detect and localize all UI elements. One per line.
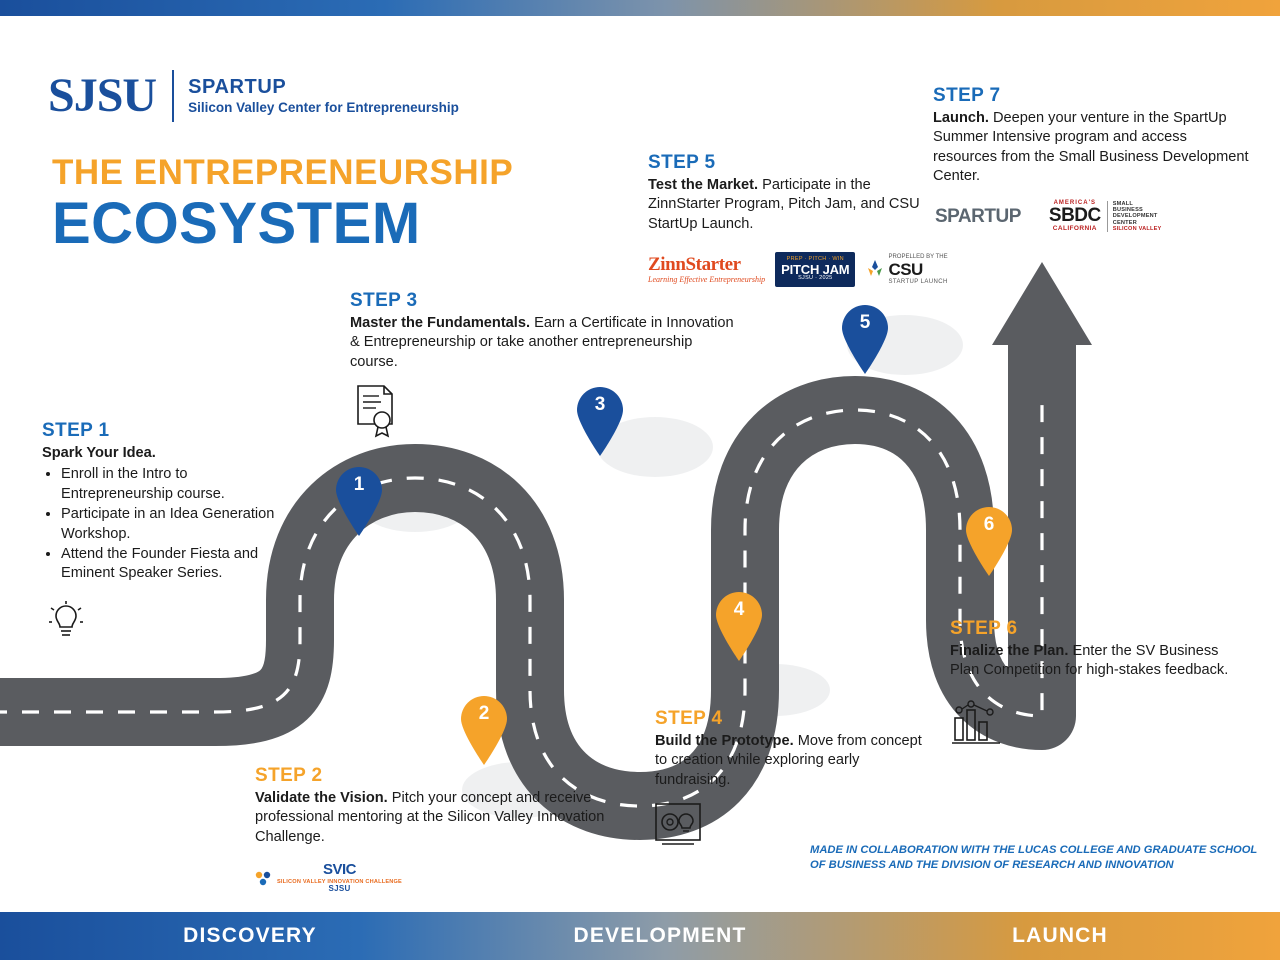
step-3-lead: Master the Fundamentals. <box>350 315 531 331</box>
phase-launch: LAUNCH <box>1012 924 1108 947</box>
lightbulb-icon <box>46 600 86 651</box>
sbdc-name: SBDC <box>1048 205 1101 227</box>
pin-6-number: 6 <box>983 514 995 535</box>
step-7-block <box>933 85 1253 187</box>
step-4-lead: Build the Prototype. <box>655 733 794 749</box>
step-4-block <box>655 708 930 790</box>
csu-top: PROPELLED BY THE <box>888 254 948 261</box>
zinnstarter-name: ZinnStarter <box>648 254 741 276</box>
sjsu-wordmark: SJSU <box>48 69 157 122</box>
phase-discovery: DISCOVERY <box>183 924 317 947</box>
certificate-icon <box>348 382 404 443</box>
pin-2-number: 2 <box>478 703 490 724</box>
sbdc-r2: BUSINESS <box>1112 207 1143 214</box>
map-pin-1[interactable] <box>333 465 385 537</box>
step-7-lead: Launch. <box>933 110 989 126</box>
center-subtitle: Silicon Valley Center for Entrepreneurship <box>188 100 459 116</box>
logo-divider <box>172 70 174 122</box>
step-2-lead: Validate the Vision. <box>255 790 388 806</box>
sbdc-r3: DEVELOPMENT <box>1112 213 1158 220</box>
step-2-title: STEP 2 <box>255 765 323 786</box>
pin-5-number: 5 <box>859 312 871 333</box>
step-5-block <box>648 152 923 234</box>
step-3-block <box>350 290 735 372</box>
step-6-lead: Finalize the Plan. <box>950 643 1069 659</box>
zinnstarter-tagline: Learning Effective Entrepreneurship <box>648 275 766 285</box>
step-7-body: Deepen your venture in the SpartUp Summer Intensive program and access resources from the Small Business Development Center. <box>933 110 1249 185</box>
csu-name: CSU <box>888 259 923 279</box>
map-pin-3[interactable] <box>574 385 626 457</box>
list-item: • Participate in an Idea Generation Workshop. <box>61 505 292 544</box>
step-5-lead: Test the Market. <box>648 177 759 193</box>
csu-bottom: STARTUP LAUNCH <box>888 278 948 285</box>
map-pin-2[interactable] <box>458 694 510 766</box>
csu-mark-icon <box>865 258 885 282</box>
map-pin-6[interactable] <box>963 505 1015 577</box>
step-1-title: STEP 1 <box>42 420 110 441</box>
step-1-bullets <box>42 465 292 583</box>
headline-line-2: ECOSYSTEM <box>52 190 421 256</box>
svic-mark-icon <box>252 867 274 889</box>
page-title <box>52 155 513 255</box>
spartup-logo-left: SPART <box>935 205 996 227</box>
step-2-block <box>255 765 625 847</box>
step-5-partner-logos <box>648 252 958 287</box>
business-plan-chart-icon <box>950 700 1002 751</box>
step-1-lead: Spark Your Idea. <box>42 445 156 461</box>
collaboration-credit: MADE IN COLLABORATION WITH THE LUCAS COLLEGE AND GRADUATE SCHOOL OF BUSINESS AND THE DIVISION OF RESEARCH AND INNOVATION <box>810 844 1258 872</box>
step-6-body: Enter the SV Business Plan Competition for high-stakes feedback. <box>950 643 1229 679</box>
svic-tagline: SILICON VALLEY INNOVATION CHALLENGE <box>277 878 402 885</box>
svic-name: SVIC <box>322 861 356 878</box>
step-5-title: STEP 5 <box>648 152 716 173</box>
step-5-body: Participate in the ZinnStarter Program, Pitch Jam, and CSU StartUp Launch. <box>648 177 920 232</box>
list-item: • Attend the Founder Fiesta and Eminent Speaker Series. <box>61 545 292 584</box>
step-6-title: STEP 6 <box>950 618 1018 639</box>
step-4-title: STEP 4 <box>655 708 723 729</box>
step-2-partner-logos <box>252 862 412 893</box>
pin-1-number: 1 <box>353 474 365 495</box>
phase-development: DEVELOPMENT <box>573 924 747 947</box>
bottom-phase-bar <box>0 912 1280 960</box>
sbdc-top: AMERICA'S <box>1053 200 1097 206</box>
sbdc-logo <box>1049 200 1162 233</box>
step-6-block <box>950 618 1230 681</box>
top-gradient-bar <box>0 0 1280 16</box>
sbdc-r1: SMALL <box>1112 201 1133 208</box>
sbdc-r5: SILICON VALLEY <box>1112 225 1162 232</box>
zinnstarter-logo <box>648 255 765 284</box>
sbdc-r4: CENTER <box>1112 219 1137 226</box>
svic-logo <box>252 862 402 893</box>
step-3-title: STEP 3 <box>350 290 418 311</box>
sbdc-sub: CALIFORNIA <box>1052 225 1097 233</box>
pin-4-number: 4 <box>733 599 745 620</box>
step-7-title: STEP 7 <box>933 85 1001 106</box>
pitchjam-name: PITCH JAM <box>781 261 850 277</box>
sjsu-spartup-logo <box>48 70 459 122</box>
pin-3-number: 3 <box>594 394 606 415</box>
spartup-logo-right: UP <box>995 205 1021 227</box>
step-4-body: Move from concept to creation while exploring early fundraising. <box>655 733 922 788</box>
step-7-partner-logos <box>935 200 1171 233</box>
step-3-body: Earn a Certificate in Innovation & Entrepreneurship or take another entrepreneurship course. <box>350 315 734 370</box>
pitchjam-bottom: SJSU · 2025 <box>798 275 833 282</box>
headline-line-1: THE ENTREPRENEURSHIP <box>52 153 514 192</box>
csu-startup-launch-logo <box>865 254 947 284</box>
step-1-block <box>42 420 292 585</box>
map-pin-4[interactable] <box>713 590 765 662</box>
prototype-icon <box>652 798 708 853</box>
spartup-wordmark: SPARTUP <box>188 76 287 99</box>
step-2-body: Pitch your concept and receive professional mentoring at the Silicon Valley Innovation Challenge. <box>255 790 605 845</box>
list-item: • Enroll in the Intro to Entrepreneurship course. <box>61 465 292 504</box>
pitchjam-top: PREP · PITCH · WIN <box>786 256 844 262</box>
map-pin-5[interactable] <box>839 303 891 375</box>
spartup-logo <box>935 206 1021 228</box>
svic-sjsu: SJSU <box>328 883 351 893</box>
pitchjam-logo <box>775 252 855 287</box>
